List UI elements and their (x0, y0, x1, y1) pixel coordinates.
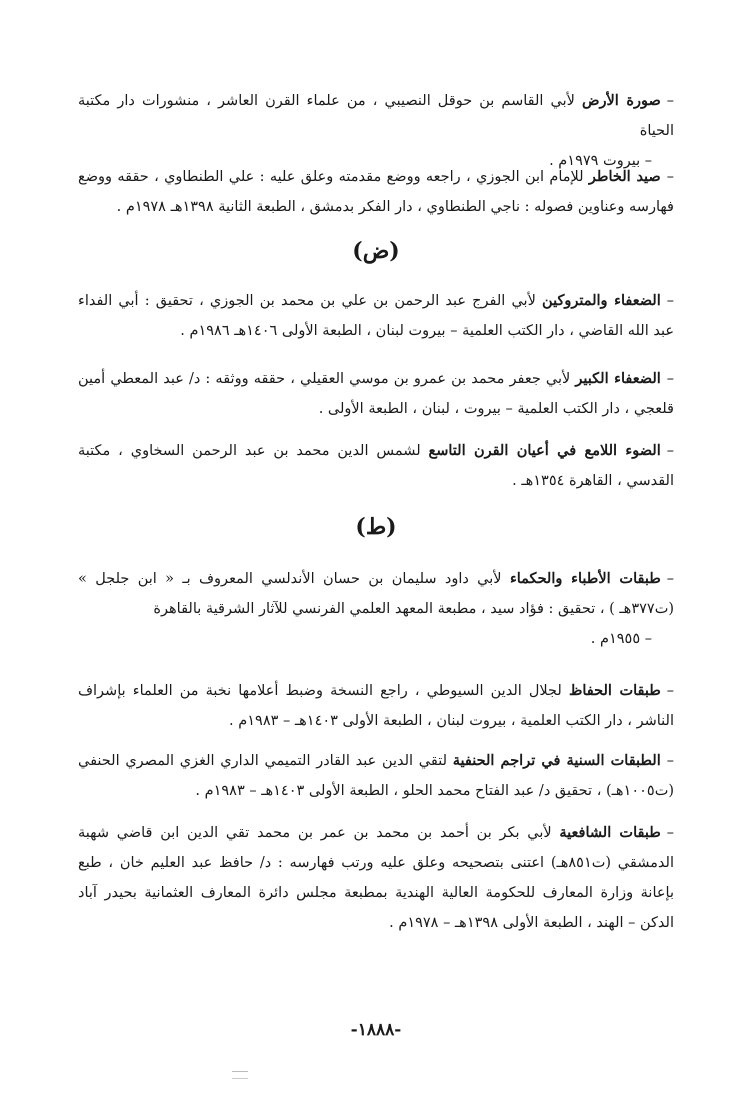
entry-text: لأبي داود سليمان بن حسان الأندلسي المعروف بـ « ابن جلجل » (ت٣٧٧هـ ) ، تحقيق : فؤاد سيد ، مطبعة المعهد العلمي الفرنسي للآثار الشرقية بالقاهرة (78, 571, 674, 617)
section-letter-dad: (ض) (352, 238, 400, 264)
bibliography-entry (78, 746, 674, 806)
bibliography-entry (78, 436, 674, 496)
section-letter-ta: (ط) (355, 514, 397, 540)
entry-title: طبقات الحفاظ (568, 682, 661, 699)
entry-text: لأبي بكر بن أحمد بن محمد بن عمر بن محمد تقي الدين ابن قاضي شهبة الدمشقي (ت٨٥١هـ) اعتنى بتصحيحه وعلق عليه ورتب فهارسه : د/ حافظ عبد العليم خان ، طبع بإعانة وزارة المعارف للحكومة العالية الهندية بمطبعة مجلس دائرة المعارف العثمانية بحيدر آباد الدكن – الهند ، الطبعة الأولى ١٣٩٨هـ – ١٩٧٨م . (78, 825, 674, 931)
entry-dash: – (666, 571, 674, 587)
bibliography-entry (78, 564, 674, 654)
entry-text: لأبي القاسم بن حوقل النصيبي ، من علماء القرن العاشر ، منشورات دار مكتبة الحياة (78, 93, 674, 139)
entry-dash: – (666, 93, 675, 109)
entry-continuation: – ١٩٥٥م . (590, 631, 652, 647)
entry-dash: – (666, 753, 674, 769)
bibliography-entry (78, 162, 674, 222)
entry-title: صورة الأرض (582, 92, 661, 109)
entry-title: طبقات الشافعية (559, 824, 661, 841)
entry-dash: – (666, 371, 675, 387)
entry-dash: – (666, 293, 674, 309)
bibliography-entry (78, 676, 674, 736)
bibliography-entry (78, 286, 674, 346)
bibliography-entry (78, 818, 674, 938)
entry-title: الضعفاء الكبير (575, 370, 661, 387)
entry-title: الطبقات السنية في تراجم الحنفية (452, 752, 661, 769)
scan-mark (232, 1071, 248, 1079)
entry-text: لتقي الدين عبد القادر التميمي الداري الغزي المصري الحنفي (ت١٠٠٥هـ) ، تحقيق د/ عبد الفتاح محمد الحلو ، الطبعة الأولى ١٤٠٣هـ – ١٩٨٣م . (78, 753, 674, 799)
entry-continuation: – بيروت ١٩٧٩م . (549, 153, 652, 169)
entry-title: صيد الخاطر (588, 168, 661, 185)
entry-text: لأبي الفرج عبد الرحمن بن علي بن محمد بن الجوزي ، تحقيق : أبي الفداء عبد الله القاضي ، دار الكتب العلمية – بيروت لبنان ، الطبعة الأولى ١٤٠٦هـ ١٩٨٦م . (78, 293, 674, 339)
entry-dash: – (666, 443, 674, 459)
entry-dash: – (666, 683, 675, 699)
entry-text: لأبي جعفر محمد بن عمرو بن موسي العقيلي ، حققه ووثقه : د/ عبد المعطي أمين قلعجي ، دار الكتب العلمية – بيروت ، لبنان ، الطبعة الأولى . (78, 371, 674, 417)
entry-dash: – (666, 169, 674, 185)
entry-title: طبقات الأطباء والحكماء (509, 570, 661, 587)
entry-title: الضوء اللامع في أعيان القرن التاسع (428, 442, 661, 459)
entry-text: لجلال الدين السيوطي ، راجع النسخة وضبط أعلامها نخبة من العلماء بإشراف الناشر ، دار الكتب العلمية ، بيروت لبنان ، الطبعة الأولى ١٤٠٣هـ – ١٩٨٣م . (78, 683, 674, 729)
bibliography-entry (78, 364, 674, 424)
entry-dash: – (666, 825, 674, 841)
entry-title: الضعفاء والمتروكين (542, 292, 661, 309)
entry-text: لشمس الدين محمد بن عبد الرحمن السخاوي ، مكتبة القدسي ، القاهرة ١٣٥٤هـ . (78, 443, 674, 489)
page-number: -١٨٨٨- (350, 1020, 402, 1040)
entry-text: للإمام ابن الجوزي ، راجعه ووضع مقدمته وعلق عليه : علي الطنطاوي ، حققه ووضع فهارسه وعناوين فصوله : ناجي الطنطاوي ، دار الفكر بدمشق ، الطبعة الثانية ١٣٩٨هـ ١٩٧٨م . (78, 169, 674, 215)
